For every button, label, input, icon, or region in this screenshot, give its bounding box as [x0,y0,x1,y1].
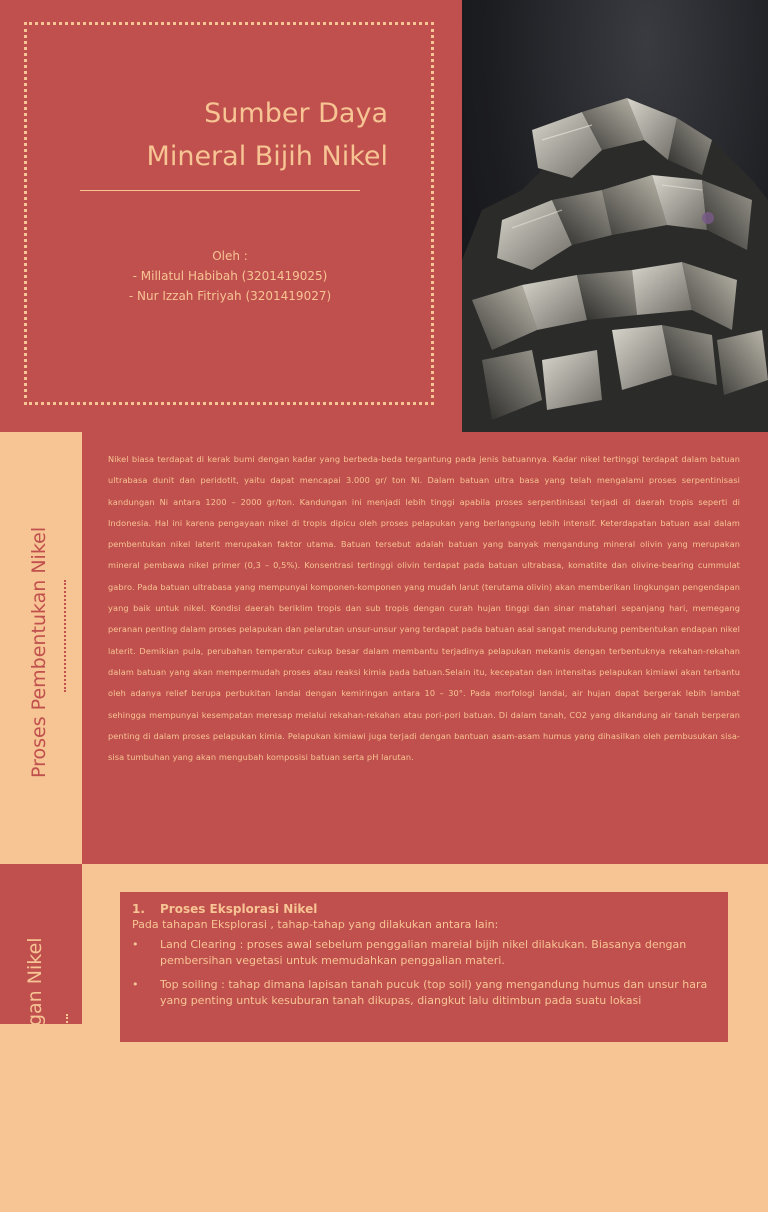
title-divider [80,190,360,191]
authors-block [80,246,380,306]
mining-stages-slide [0,864,768,1212]
bullet-list [132,937,716,1009]
title-slide [0,0,768,432]
body-paragraph: Nikel biasa terdapat di kerak bumi dengan kadar yang berbeda-beda tergantung pada jenis batuannya. Kadar nikel tertinggi terdapat dalam batuan ultrabasa dunit dan peridotit, yaitu dapat mencapai 3.000 gr/ ton Ni. Dalam batuan ultra basa yang telah mengalami proses serpentinisasi kandungan Ni antara 1200 – 2000 gr/ton. Kandungan ini menjadi lebih tinggi apabila proses serpentinisasi terjadi di daerah tropis seperti di Indonesia. Hal ini karena pengayaan nikel di tropis dipicu oleh proses pelapukan yang berlangsung lebih intensif. Keterdapatan batuan asal dalam pembentukan nikel laterit merupakan faktor utama. Batuan tersebut adalah batuan yang banyak mengandung mineral olivin yang merupakan mineral pembawa nikel primer (0,3 – 0,5%). Konsentrasi tertinggi olivin terdapat pada batuan ultrabasa, komatiite dan olivine-bearing cummulat gabro. Pada batuan ultrabasa yang mempunyai komponen-komponen yang mudah larut (terutama olivin) akan memberikan lingkungan pengendapan yang baik untuk nikel. Kondisi daerah beriklim tropis dan sub tropis dengan curah hujan tinggi dan sinar matahari sepanjang hari, memegang peranan penting dalam proses pelapukan dan pelarutan unsur-unsur yang terdapat pada batuan asal sangat mendukung pembentukan endapan nikel laterit. Demikian pula, perubahan temperatur cukup besar dalam membantu terjadinya pelapukan mekanis dengan terbentuknya rekahan-rekahan dalam batuan yang akan mempermudah proses atau reaksi kimia pada batuan.Selain itu, kecepatan dan intensitas pelapukan kimiawi akan terbantu oleh adanya relief berupa perbukitan landai dengan kemiringan antara 10 – 30°. Pada morfologi landai, air hujan dapat bergerak lebih lambat sehingga mempunyai kesempatan meresap melalui rekahan-rekahan atau pori-pori batuan. Di dalam tanah, CO2 yang dikandung air tanah berperan penting di dalam proses pelapukan kimia. Pelapukan kimiawi juga terjadi dengan bantuan asam-asam humus yang dihasilkan oleh pembusukan sisa-sisa tumbuhan yang akan mengubah komposisi batuan serta pH larutan. [108,454,740,763]
dotted-divider [64,580,66,692]
author-1: - Millatul Habibah (3201419025) [132,269,328,283]
section-title: Proses Eksplorasi Nikel [160,902,318,916]
list-item [132,937,716,969]
title-line-2: Mineral Bijih Nikel [146,141,388,172]
list-item [132,977,716,1009]
title-line-1: Sumber Daya [204,98,388,129]
author-2: - Nur Izzah Fitriyah (3201419027) [128,289,332,303]
mineral-crystal-illustration [462,0,768,432]
side-panel [0,432,82,864]
side-title: Proses Pembentukan Nikel [28,526,50,778]
section-heading [132,902,716,916]
bullet-icon: • [132,978,139,991]
dotted-frame [24,22,434,405]
dotted-divider [66,1014,68,1054]
by-label: Oleh : [212,249,248,263]
side-panel [0,864,82,1212]
bullet-text: Top soiling : tahap dimana lapisan tanah pucuk (top soil) yang mengandung humus dan unsur hara yang penting untuk kesuburan tanah dikupas, diangkut lalu ditimbun pada suatu lokasi [160,978,708,1007]
section-intro: Pada tahapan Eksplorasi , tahap-tahap yang dilakukan antara lain: [132,918,499,931]
bullet-text: Land Clearing : proses awal sebelum penggalian mareial bijih nikel dilakukan. Biasanya dengan pembersihan vegetasi untuk memudahkan penggalian materi. [160,938,687,967]
content-box [120,892,728,1042]
nickel-ore-photo [462,0,768,432]
formation-slide [0,432,768,864]
side-title: Tahapan Penambangan Nikel [24,937,46,1212]
bullet-icon: • [132,938,139,951]
slide-title [147,92,388,178]
section-number: 1. [132,902,145,916]
